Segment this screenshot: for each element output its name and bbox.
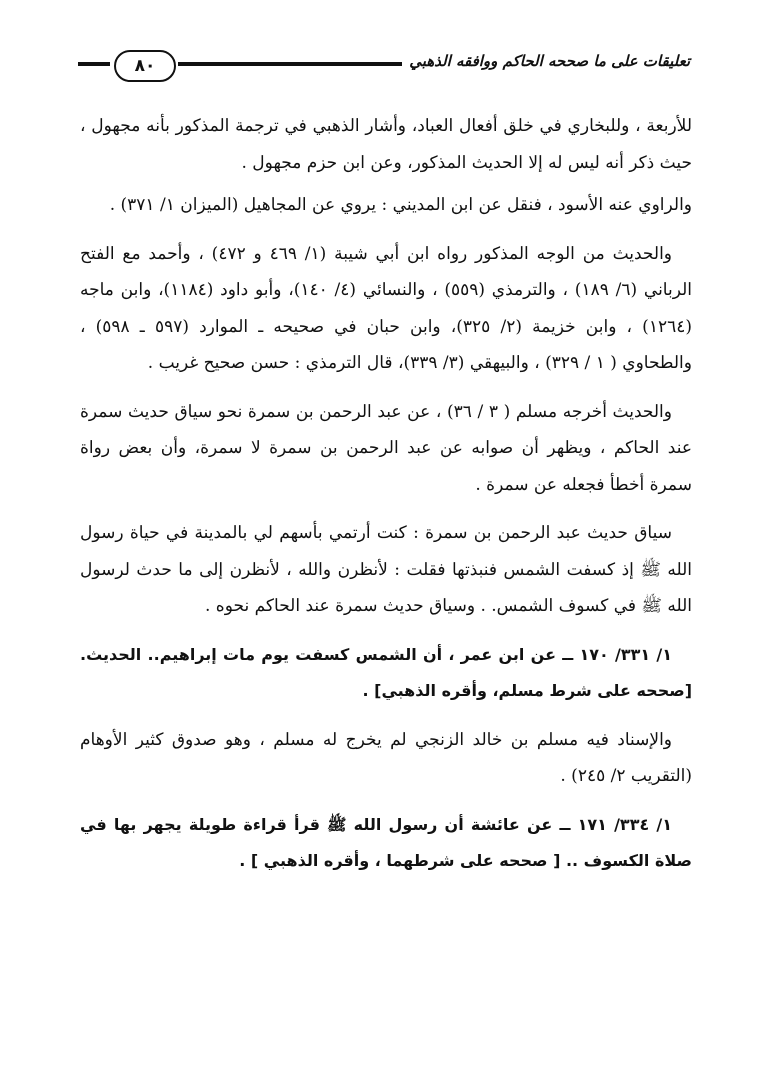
- paragraph: [80, 236, 692, 382]
- paragraph-text: والإسناد فيه مسلم بن خالد الزنجي لم يخرج له مسلم ، وهو صدوق كثير الأوهام (التقريب ٢/ ٢٤٥) .: [80, 729, 692, 786]
- header-rule: [178, 62, 402, 66]
- paragraph: [80, 108, 692, 181]
- paragraph: [80, 187, 692, 224]
- page-number: ٨٠: [114, 50, 176, 82]
- header-rule-short: [78, 62, 110, 66]
- hadith-entry: [80, 807, 692, 880]
- paragraph-text: والحديث أخرجه مسلم ( ٣ / ٣٦) ، عن عبد الرحمن بن سمرة نحو سياق حديث سمرة عند الحاكم ، ويظهر أن صوابه عن عبد الرحمن بن سمرة لا سمرة، وأن بعض رواة سمرة أخطأ فجعله عن سمرة .: [80, 401, 692, 495]
- paragraph: [80, 515, 692, 625]
- hadith-entry: [80, 637, 692, 710]
- paragraph-text: للأربعة ، وللبخاري في خلق أفعال العباد، وأشار الذهبي في ترجمة المذكور بأنه مجهول ، حيث ذكر أنه ليس له إلا الحديث المذكور، وعن ابن حزم مجهول .: [80, 116, 692, 173]
- hadith-text: ١/ ٣٣١/ ١٧٠ ــ عن ابن عمر ، أن الشمس كسفت يوم مات إبراهيم.. الحديث. [صححه على شرط مسلم، وأقره الذهبي] .: [80, 644, 692, 700]
- paragraph: [80, 394, 692, 504]
- page-body: [80, 108, 692, 892]
- paragraph-text: والراوي عنه الأسود ، فنقل عن ابن المديني : يروي عن المجاهيل (الميزان ١/ ٣٧١) .: [109, 195, 692, 215]
- paragraph-text: والحديث من الوجه المذكور رواه ابن أبي شيبة (١/ ٤٦٩ و ٤٧٢) ، وأحمد مع الفتح الرباني (٦/ ١٨٩) ، والترمذي (٥٥٩) ، والنسائي (٤/ ١٤٠)، وأبو داود (١١٨٤)، وابن ماجه (١٢٦٤) ، وابن خزيمة (٢/ ٣٢٥)، وابن حبان في صحيحه ـ الموارد (٥٩٧ ـ ٥٩٨) ، والطحاوي ( ١ / ٣٢٩) ، والبيهقي (٣/ ٣٣٩)، قال الترمذي : حسن صحيح غريب .: [80, 243, 693, 373]
- paragraph: [80, 722, 692, 795]
- page-header: [78, 50, 690, 90]
- hadith-text: ١/ ٣٣٤/ ١٧١ ــ عن عائشة أن رسول الله ﷺ قرأ قراءة طويلة يجهر بها في صلاة الكسوف .. [ صححه على شرطهما ، وأقره الذهبي ] .: [80, 814, 692, 870]
- paragraph-text: سياق حديث عبد الرحمن بن سمرة : كنت أرتمي بأسهم لي بالمدينة في حياة رسول الله ﷺ إذ كسفت الشمس فنبذتها فقلت : لأنظرن والله ، لأنظرن إلى ما حدث لرسول الله ﷺ في كسوف الشمس. . وسياق حديث سمرة عند الحاكم نحوه .: [80, 523, 692, 616]
- running-title: تعليقات على ما صححه الحاكم ووافقه الذهبي: [409, 52, 690, 70]
